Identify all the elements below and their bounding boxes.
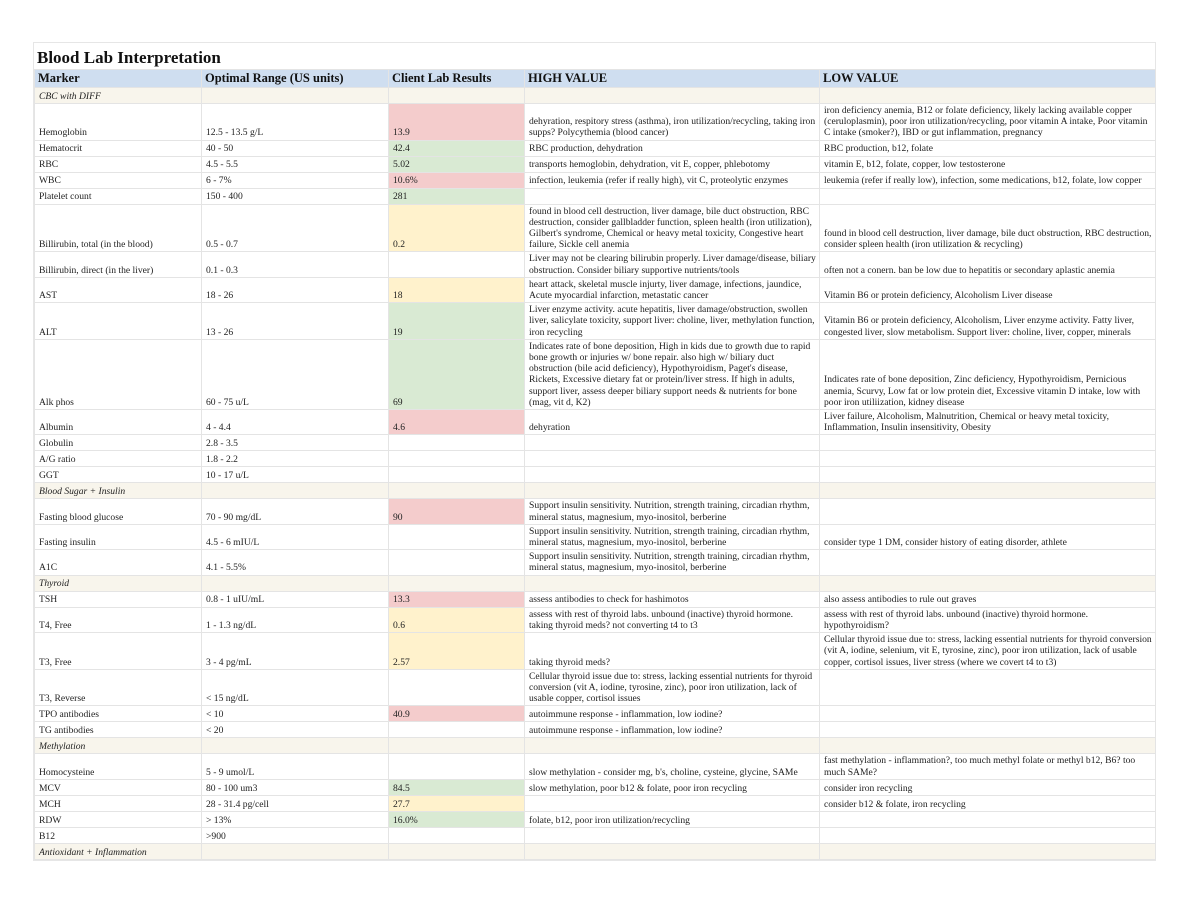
table-row [35, 410, 1156, 435]
section-cell[interactable] [820, 843, 1156, 859]
low-value-cell[interactable]: consider b12 & folate, iron recycling [820, 795, 1156, 811]
marker-cell[interactable]: ALT [35, 303, 202, 340]
section-title[interactable]: Thyroid [35, 575, 202, 591]
marker-cell[interactable]: A1C [35, 550, 202, 575]
high-value-cell[interactable]: folate, b12, poor iron utilization/recycling [525, 811, 820, 827]
optimal-range-cell[interactable]: 4.5 - 5.5 [202, 156, 389, 172]
optimal-range-cell[interactable]: 3 - 4 pg/mL [202, 633, 389, 670]
section-row [35, 738, 1156, 754]
low-value-cell[interactable]: consider type 1 DM, consider history of eating disorder, athlete [820, 524, 1156, 549]
table-row [35, 204, 1156, 252]
client-result-cell[interactable] [389, 524, 525, 549]
marker-cell[interactable]: Homocysteine [35, 754, 202, 779]
high-value-cell[interactable]: RBC production, dehydration [525, 140, 820, 156]
high-value-cell[interactable] [525, 451, 820, 467]
spreadsheet [33, 42, 1156, 861]
marker-cell[interactable]: B12 [35, 827, 202, 843]
section-cell[interactable] [202, 575, 389, 591]
client-result-cell[interactable] [389, 754, 525, 779]
section-cell[interactable] [389, 738, 525, 754]
high-value-cell[interactable]: Support insulin sensitivity. Nutrition, strength training, circadian rhythm, mineral status, magnesium, myo-inositol, berberine [525, 499, 820, 524]
low-value-cell[interactable]: assess with rest of thyroid labs. unbound (inactive) thyroid hormone. hypothyroidism? [820, 607, 1156, 632]
section-cell[interactable] [525, 575, 820, 591]
marker-cell[interactable]: Fasting blood glucose [35, 499, 202, 524]
marker-cell[interactable]: TSH [35, 591, 202, 607]
table-row [35, 499, 1156, 524]
section-title[interactable]: CBC with DIFF [35, 88, 202, 104]
table-row [35, 633, 1156, 670]
section-cell[interactable] [389, 483, 525, 499]
marker-cell[interactable]: MCH [35, 795, 202, 811]
marker-cell[interactable]: T4, Free [35, 607, 202, 632]
section-title[interactable]: Antioxidant + Inflammation [35, 843, 202, 859]
client-result-cell[interactable] [389, 722, 525, 738]
marker-cell[interactable]: T3, Reverse [35, 669, 202, 706]
low-value-cell[interactable] [820, 467, 1156, 483]
client-result-cell[interactable]: 27.7 [389, 795, 525, 811]
high-value-cell[interactable]: Cellular thyroid issue due to: stress, lacking essential nutrients for thyroid conversion (vit A, iodine, tyrosine, zinc), poor iron utilization, lack of usable copper, cortisol issues [525, 669, 820, 706]
high-value-cell[interactable]: slow methylation, poor b12 & folate, poor iron recycling [525, 779, 820, 795]
marker-cell[interactable]: T3, Free [35, 633, 202, 670]
optimal-range-cell[interactable]: > 13% [202, 811, 389, 827]
table-row [35, 188, 1156, 204]
section-title[interactable]: Methylation [35, 738, 202, 754]
table-row [35, 172, 1156, 188]
marker-cell[interactable]: Billirubin, total (in the blood) [35, 204, 202, 252]
lab-table [34, 69, 1156, 860]
low-value-cell[interactable]: also assess antibodies to rule out graves [820, 591, 1156, 607]
optimal-range-cell[interactable]: 13 - 26 [202, 303, 389, 340]
low-value-cell[interactable]: fast methylation - inflammation?, too much methyl folate or methyl b12, B6? too much SAMe? [820, 754, 1156, 779]
table-row [35, 706, 1156, 722]
optimal-range-cell[interactable]: >900 [202, 827, 389, 843]
section-cell[interactable] [820, 738, 1156, 754]
section-cell[interactable] [525, 483, 820, 499]
header-row [35, 70, 1156, 88]
table-row [35, 104, 1156, 141]
optimal-range-cell[interactable]: 4.5 - 6 mIU/L [202, 524, 389, 549]
low-value-cell[interactable] [820, 435, 1156, 451]
low-value-cell[interactable]: vitamin E, b12, folate, copper, low testosterone [820, 156, 1156, 172]
optimal-range-cell[interactable]: 4.1 - 5.5% [202, 550, 389, 575]
table-row [35, 252, 1156, 277]
optimal-range-cell[interactable]: 1 - 1.3 ng/dL [202, 607, 389, 632]
section-cell[interactable] [525, 88, 820, 104]
optimal-range-cell[interactable]: 1.8 - 2.2 [202, 451, 389, 467]
client-result-cell[interactable] [389, 467, 525, 483]
section-cell[interactable] [202, 843, 389, 859]
section-cell[interactable] [389, 88, 525, 104]
optimal-range-cell[interactable]: 40 - 50 [202, 140, 389, 156]
table-row [35, 779, 1156, 795]
high-value-cell[interactable]: dehyration, respitory stress (asthma), iron utilization/recycling, taking iron supps? Polycythemia (blood cancer) [525, 104, 820, 141]
section-cell[interactable] [202, 738, 389, 754]
high-value-cell[interactable]: Liver enzyme activity. acute hepatitis, liver damage/obstruction, swollen liver, salicylate toxicity, support liver: choline, liver, methylation function, iron recycling [525, 303, 820, 340]
marker-cell[interactable]: GGT [35, 467, 202, 483]
client-result-cell[interactable]: 13.9 [389, 104, 525, 141]
client-result-cell[interactable]: 69 [389, 339, 525, 409]
optimal-range-cell[interactable]: 4 - 4.4 [202, 410, 389, 435]
optimal-range-cell[interactable]: 70 - 90 mg/dL [202, 499, 389, 524]
section-title[interactable]: Blood Sugar + Insulin [35, 483, 202, 499]
section-row [35, 575, 1156, 591]
table-row [35, 435, 1156, 451]
low-value-cell[interactable]: Vitamin B6 or protein deficiency, Alcoholism, Liver enzyme activity. Fatty liver, congested liver, slow metabolism. Support liver: choline, liver, copper, minerals [820, 303, 1156, 340]
optimal-range-cell[interactable]: 0.8 - 1 uIU/mL [202, 591, 389, 607]
client-result-cell[interactable]: 13.3 [389, 591, 525, 607]
marker-cell[interactable]: Hematocrit [35, 140, 202, 156]
marker-cell[interactable]: Alk phos [35, 339, 202, 409]
section-cell[interactable] [202, 483, 389, 499]
low-value-cell[interactable]: often not a conern. ban be low due to hepatitis or secondary aplastic anemia [820, 252, 1156, 277]
marker-cell[interactable]: RDW [35, 811, 202, 827]
high-value-cell[interactable]: Indicates rate of bone deposition, High in kids due to growth due to rapid bone growth or injuries w/ bone repair. also high w/ biliary duct obstruction (bile acid deficiency), Hypothyroidism, Paget's disease, Rickets, Excessive dietary fat or protein/liver stress. If high in adults, support liver, assess deeper biliary support needs & nutrients for bone (mag, vit d, K2) [525, 339, 820, 409]
section-row [35, 843, 1156, 859]
optimal-range-cell[interactable]: 18 - 26 [202, 277, 389, 302]
table-row [35, 140, 1156, 156]
high-value-cell[interactable]: Support insulin sensitivity. Nutrition, strength training, circadian rhythm, mineral status, magnesium, myo-inositol, berberine [525, 550, 820, 575]
section-cell[interactable] [525, 843, 820, 859]
table-row [35, 303, 1156, 340]
high-value-cell[interactable]: heart attack, skeletal muscle injurty, liver damage, infections, jaundice, Acute myocardial infarction, metastatic cancer [525, 277, 820, 302]
section-cell[interactable] [820, 88, 1156, 104]
high-value-cell[interactable]: found in blood cell destruction, liver damage, bile duct obstruction, RBC destruction, consider gallbladder function, spleen health (iron utilization), Gilbert's syndrome, Chemical or heavy metal toxicity, Congestive heart failure, Sickle cell anemia [525, 204, 820, 252]
client-result-cell[interactable]: 42.4 [389, 140, 525, 156]
marker-cell[interactable]: WBC [35, 172, 202, 188]
table-row [35, 669, 1156, 706]
client-result-cell[interactable]: 84.5 [389, 779, 525, 795]
high-value-cell[interactable]: assess with rest of thyroid labs. unbound (inactive) thyroid hormone. taking thyroid meds? not converting t4 to t3 [525, 607, 820, 632]
column-header-low-value[interactable]: LOW VALUE [820, 70, 1156, 88]
client-result-cell[interactable] [389, 451, 525, 467]
optimal-range-cell[interactable]: 60 - 75 u/L [202, 339, 389, 409]
client-result-cell[interactable]: 10.6% [389, 172, 525, 188]
marker-cell[interactable]: Billirubin, direct (in the liver) [35, 252, 202, 277]
marker-cell[interactable]: RBC [35, 156, 202, 172]
section-cell[interactable] [820, 575, 1156, 591]
high-value-cell[interactable]: slow methylation - consider mg, b's, choline, cysteine, glycine, SAMe [525, 754, 820, 779]
low-value-cell[interactable]: consider iron recycling [820, 779, 1156, 795]
client-result-cell[interactable]: 18 [389, 277, 525, 302]
low-value-cell[interactable] [820, 811, 1156, 827]
high-value-cell[interactable] [525, 188, 820, 204]
low-value-cell[interactable]: Indicates rate of bone deposition, Zinc deficiency, Hypothyroidism, Pernicious anemia, Scurvy, Low fat or low protein diet, Excessive vitamin D intake, low with poor iron utiliization, kidney disease [820, 339, 1156, 409]
low-value-cell[interactable]: iron deficiency anemia, B12 or folate deficiency, likely lacking available copper (ceruloplasmin), poor iron utilization/recycling, poor vitamin A intake, Poor vitamin C intake (smoker?), IBD or gut inflammation, pregnancy [820, 104, 1156, 141]
table-row [35, 277, 1156, 302]
high-value-cell[interactable] [525, 467, 820, 483]
marker-cell[interactable]: MCV [35, 779, 202, 795]
high-value-cell[interactable]: transports hemoglobin, dehydration, vit E, copper, phlebotomy [525, 156, 820, 172]
optimal-range-cell[interactable]: < 15 ng/dL [202, 669, 389, 706]
low-value-cell[interactable] [820, 722, 1156, 738]
column-header-marker[interactable]: Marker [35, 70, 202, 88]
table-row [35, 524, 1156, 549]
optimal-range-cell[interactable]: 150 - 400 [202, 188, 389, 204]
client-result-cell[interactable] [389, 252, 525, 277]
optimal-range-cell[interactable]: 0.1 - 0.3 [202, 252, 389, 277]
high-value-cell[interactable]: taking thyroid meds? [525, 633, 820, 670]
marker-cell[interactable]: Fasting insulin [35, 524, 202, 549]
sheet-title: Blood Lab Interpretation [37, 48, 221, 67]
low-value-cell[interactable] [820, 499, 1156, 524]
high-value-cell[interactable]: autoimmune response - inflammation, low iodine? [525, 706, 820, 722]
optimal-range-cell[interactable]: 12.5 - 13.5 g/L [202, 104, 389, 141]
section-cell[interactable] [389, 843, 525, 859]
table-row [35, 467, 1156, 483]
high-value-cell[interactable] [525, 795, 820, 811]
client-result-cell[interactable]: 16.0% [389, 811, 525, 827]
client-result-cell[interactable]: 0.2 [389, 204, 525, 252]
optimal-range-cell[interactable]: < 20 [202, 722, 389, 738]
column-header-client-results[interactable]: Client Lab Results [389, 70, 525, 88]
table-row [35, 795, 1156, 811]
optimal-range-cell[interactable]: 80 - 100 um3 [202, 779, 389, 795]
optimal-range-cell[interactable]: 6 - 7% [202, 172, 389, 188]
client-result-cell[interactable] [389, 827, 525, 843]
optimal-range-cell[interactable]: 2.8 - 3.5 [202, 435, 389, 451]
high-value-cell[interactable] [525, 435, 820, 451]
column-header-high-value[interactable]: HIGH VALUE [525, 70, 820, 88]
column-header-optimal-range[interactable]: Optimal Range (US units) [202, 70, 389, 88]
marker-cell[interactable]: A/G ratio [35, 451, 202, 467]
table-row [35, 156, 1156, 172]
section-row [35, 483, 1156, 499]
low-value-cell[interactable]: RBC production, b12, folate [820, 140, 1156, 156]
client-result-cell[interactable]: 90 [389, 499, 525, 524]
marker-cell[interactable]: AST [35, 277, 202, 302]
client-result-cell[interactable]: 2.57 [389, 633, 525, 670]
marker-cell[interactable]: Albumin [35, 410, 202, 435]
optimal-range-cell[interactable]: 10 - 17 u/L [202, 467, 389, 483]
high-value-cell[interactable]: Liver may not be clearing bilirubin properly. Liver damage/disease, biliary obstruction. Consider biliary supportive nutrients/tools [525, 252, 820, 277]
client-result-cell[interactable] [389, 550, 525, 575]
client-result-cell[interactable]: 19 [389, 303, 525, 340]
marker-cell[interactable]: Globulin [35, 435, 202, 451]
client-result-cell[interactable]: 40.9 [389, 706, 525, 722]
low-value-cell[interactable] [820, 827, 1156, 843]
table-row [35, 827, 1156, 843]
optimal-range-cell[interactable]: < 10 [202, 706, 389, 722]
low-value-cell[interactable] [820, 550, 1156, 575]
marker-cell[interactable]: TG antibodies [35, 722, 202, 738]
optimal-range-cell[interactable]: 0.5 - 0.7 [202, 204, 389, 252]
section-cell[interactable] [202, 88, 389, 104]
low-value-cell[interactable] [820, 451, 1156, 467]
client-result-cell[interactable]: 5.02 [389, 156, 525, 172]
table-row [35, 451, 1156, 467]
low-value-cell[interactable] [820, 669, 1156, 706]
section-cell[interactable] [525, 738, 820, 754]
high-value-cell[interactable]: Support insulin sensitivity. Nutrition, strength training, circadian rhythm, mineral status, magnesium, myo-inositol, berberine [525, 524, 820, 549]
table-row [35, 591, 1156, 607]
section-cell[interactable] [820, 483, 1156, 499]
optimal-range-cell[interactable]: 28 - 31.4 pg/cell [202, 795, 389, 811]
table-row [35, 754, 1156, 779]
marker-cell[interactable]: Platelet count [35, 188, 202, 204]
high-value-cell[interactable]: infection, leukemia (refer if really high), vit C, proteolytic enzymes [525, 172, 820, 188]
marker-cell[interactable]: Hemoglobin [35, 104, 202, 141]
high-value-cell[interactable]: assess antibodies to check for hashimotos [525, 591, 820, 607]
high-value-cell[interactable]: dehyration [525, 410, 820, 435]
table-row [35, 722, 1156, 738]
marker-cell[interactable]: TPO antibodies [35, 706, 202, 722]
client-result-cell[interactable] [389, 435, 525, 451]
table-row [35, 811, 1156, 827]
section-row [35, 88, 1156, 104]
section-cell[interactable] [389, 575, 525, 591]
high-value-cell[interactable]: autoimmune response - inflammation, low iodine? [525, 722, 820, 738]
high-value-cell[interactable] [525, 827, 820, 843]
optimal-range-cell[interactable]: 5 - 9 umol/L [202, 754, 389, 779]
client-result-cell[interactable]: 4.6 [389, 410, 525, 435]
low-value-cell[interactable] [820, 188, 1156, 204]
low-value-cell[interactable]: leukemia (refer if really low), infection, some medications, b12, folate, low copper [820, 172, 1156, 188]
low-value-cell[interactable] [820, 706, 1156, 722]
low-value-cell[interactable]: Vitamin B6 or protein deficiency, Alcoholism Liver disease [820, 277, 1156, 302]
client-result-cell[interactable] [389, 669, 525, 706]
table-row [35, 550, 1156, 575]
low-value-cell[interactable]: Cellular thyroid issue due to: stress, lacking essential nutrients for thyroid conversion (vit A, iodine, selenium, vit E, tyrosine, zinc), poor iron utilization, lack of usable copper, cortisol issues, liver stress (where we covert t4 to t3) [820, 633, 1156, 670]
client-result-cell[interactable]: 281 [389, 188, 525, 204]
table-row [35, 339, 1156, 409]
low-value-cell[interactable]: found in blood cell destruction, liver damage, bile duct obstruction, RBC destruction, consider spleen health (iron utilization & recycling) [820, 204, 1156, 252]
client-result-cell[interactable]: 0.6 [389, 607, 525, 632]
low-value-cell[interactable]: Liver failure, Alcoholism, Malnutrition, Chemical or heavy metal toxicity, Inflammation, Insulin insensitivity, Obesity [820, 410, 1156, 435]
table-row [35, 607, 1156, 632]
